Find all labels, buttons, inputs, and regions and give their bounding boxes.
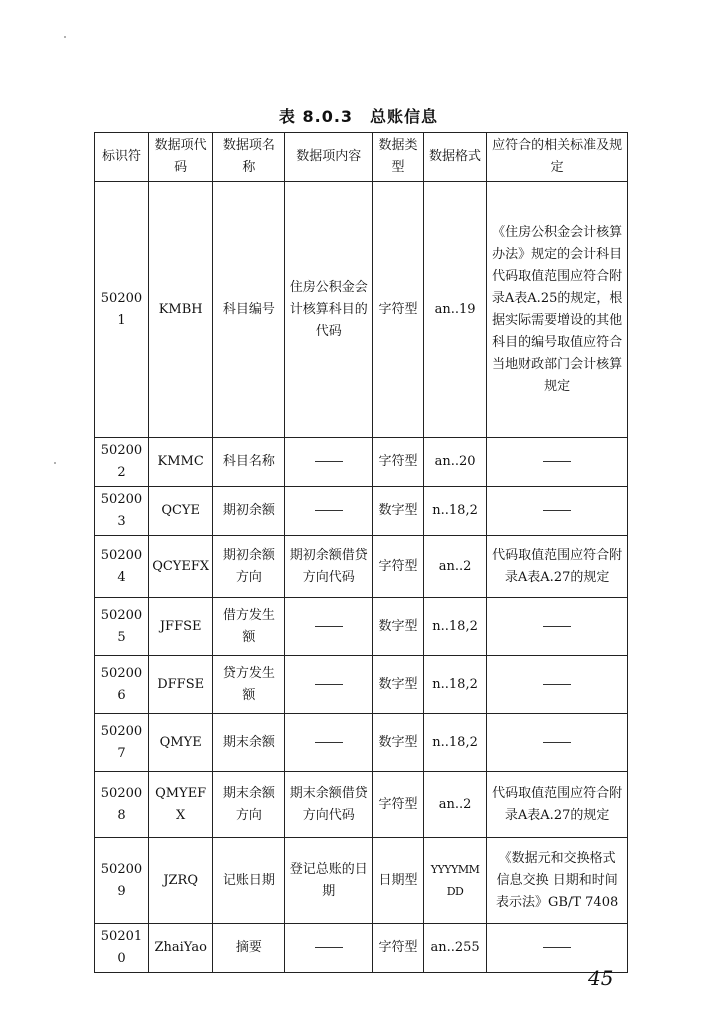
dash-mark	[315, 947, 343, 948]
header-data-type: 数据类型	[373, 133, 424, 182]
cell-item-content	[285, 438, 373, 487]
cell-item-content	[285, 487, 373, 536]
cell-item-name: 科目名称	[213, 438, 285, 487]
cell-data-format: n..18,2	[423, 656, 486, 714]
cell-data-format: an..2	[423, 536, 486, 598]
cell-data-type: 数字型	[373, 656, 424, 714]
table-row	[95, 656, 628, 714]
table-row	[95, 924, 628, 973]
header-item-code: 数据项代码	[148, 133, 213, 182]
cell-identifier: 502002	[95, 438, 149, 487]
table-row	[95, 772, 628, 838]
dash-mark	[543, 461, 571, 462]
cell-item-content	[285, 598, 373, 656]
cell-data-type: 字符型	[373, 438, 424, 487]
cell-data-type: 数字型	[373, 714, 424, 772]
cell-data-type: 数字型	[373, 487, 424, 536]
dash-mark	[315, 510, 343, 511]
header-data-format: 数据格式	[423, 133, 486, 182]
cell-item-content: 期末余额借贷方向代码	[285, 772, 373, 838]
table-row	[95, 438, 628, 487]
scan-speck	[64, 36, 66, 38]
cell-data-type: 日期型	[373, 838, 424, 924]
table-row	[95, 182, 628, 438]
cell-data-format: YYYYMMDD	[423, 838, 486, 924]
table-row	[95, 536, 628, 598]
cell-item-content	[285, 924, 373, 973]
cell-identifier: 502003	[95, 487, 149, 536]
table-body	[95, 182, 628, 973]
cell-identifier: 502004	[95, 536, 149, 598]
dash-mark	[543, 510, 571, 511]
cell-item-name: 期初余额方向	[213, 536, 285, 598]
table-row	[95, 714, 628, 772]
header-standard: 应符合的相关标准及规定	[487, 133, 628, 182]
cell-standard	[487, 598, 628, 656]
general-ledger-table	[94, 132, 628, 973]
cell-item-name: 期初余额	[213, 487, 285, 536]
header-row	[95, 133, 628, 182]
cell-data-type: 字符型	[373, 182, 424, 438]
cell-data-format: n..18,2	[423, 598, 486, 656]
cell-identifier: 502008	[95, 772, 149, 838]
cell-standard: 《住房公积金会计核算办法》规定的会计科目代码取值范围应符合附录A表A.25的规定，根据实际需要增设的其他科目的编号取值应符合当地财政部门会计核算规定	[487, 182, 628, 438]
cell-item-content	[285, 714, 373, 772]
header-item-content: 数据项内容	[285, 133, 373, 182]
cell-standard: 代码取值范围应符合附录A表A.27的规定	[487, 772, 628, 838]
dash-mark	[315, 742, 343, 743]
cell-item-name: 借方发生额	[213, 598, 285, 656]
cell-data-format: n..18,2	[423, 487, 486, 536]
cell-item-code: DFFSE	[148, 656, 213, 714]
dash-mark	[315, 461, 343, 462]
dash-mark	[543, 947, 571, 948]
scan-speck	[54, 462, 56, 464]
cell-standard	[487, 487, 628, 536]
dash-mark	[315, 626, 343, 627]
page-number: 45	[588, 966, 614, 990]
cell-item-name: 期末余额	[213, 714, 285, 772]
cell-item-content	[285, 656, 373, 714]
cell-item-code: QMYEFX	[148, 772, 213, 838]
cell-data-format: an..20	[423, 438, 486, 487]
cell-item-name: 科目编号	[213, 182, 285, 438]
cell-standard	[487, 438, 628, 487]
table-caption: 表 8.0.3 总账信息	[278, 107, 439, 126]
cell-data-format: n..18,2	[423, 714, 486, 772]
dash-mark	[543, 626, 571, 627]
cell-item-code: KMBH	[148, 182, 213, 438]
header-identifier: 标识符	[95, 133, 149, 182]
cell-item-code: JFFSE	[148, 598, 213, 656]
cell-identifier: 502009	[95, 838, 149, 924]
cell-item-code: QCYEFX	[148, 536, 213, 598]
cell-data-format: an..255	[423, 924, 486, 973]
cell-data-format: an..2	[423, 772, 486, 838]
cell-item-name: 摘要	[213, 924, 285, 973]
cell-standard: 《数据元和交换格式 信息交换 日期和时间表示法》GB/T 7408	[487, 838, 628, 924]
table-row	[95, 838, 628, 924]
cell-data-format: an..19	[423, 182, 486, 438]
cell-standard: 代码取值范围应符合附录A表A.27的规定	[487, 536, 628, 598]
cell-data-type: 字符型	[373, 772, 424, 838]
cell-item-name: 记账日期	[213, 838, 285, 924]
cell-item-content: 期初余额借贷方向代码	[285, 536, 373, 598]
cell-standard	[487, 714, 628, 772]
table-row	[95, 487, 628, 536]
cell-data-type: 字符型	[373, 536, 424, 598]
cell-item-code: KMMC	[148, 438, 213, 487]
header-item-name: 数据项名称	[213, 133, 285, 182]
cell-identifier: 502006	[95, 656, 149, 714]
cell-standard	[487, 656, 628, 714]
table-row	[95, 598, 628, 656]
cell-item-content: 登记总账的日期	[285, 838, 373, 924]
cell-identifier: 502007	[95, 714, 149, 772]
cell-item-content: 住房公积金会计核算科目的代码	[285, 182, 373, 438]
dash-mark	[543, 684, 571, 685]
cell-item-code: JZRQ	[148, 838, 213, 924]
cell-data-type: 字符型	[373, 924, 424, 973]
cell-item-code: QMYE	[148, 714, 213, 772]
cell-identifier: 502001	[95, 182, 149, 438]
cell-identifier: 502005	[95, 598, 149, 656]
cell-data-type: 数字型	[373, 598, 424, 656]
cell-item-code: ZhaiYao	[148, 924, 213, 973]
dash-mark	[315, 684, 343, 685]
cell-identifier: 502010	[95, 924, 149, 973]
cell-item-name: 期末余额方向	[213, 772, 285, 838]
cell-item-name: 贷方发生额	[213, 656, 285, 714]
dash-mark	[543, 742, 571, 743]
cell-item-code: QCYE	[148, 487, 213, 536]
